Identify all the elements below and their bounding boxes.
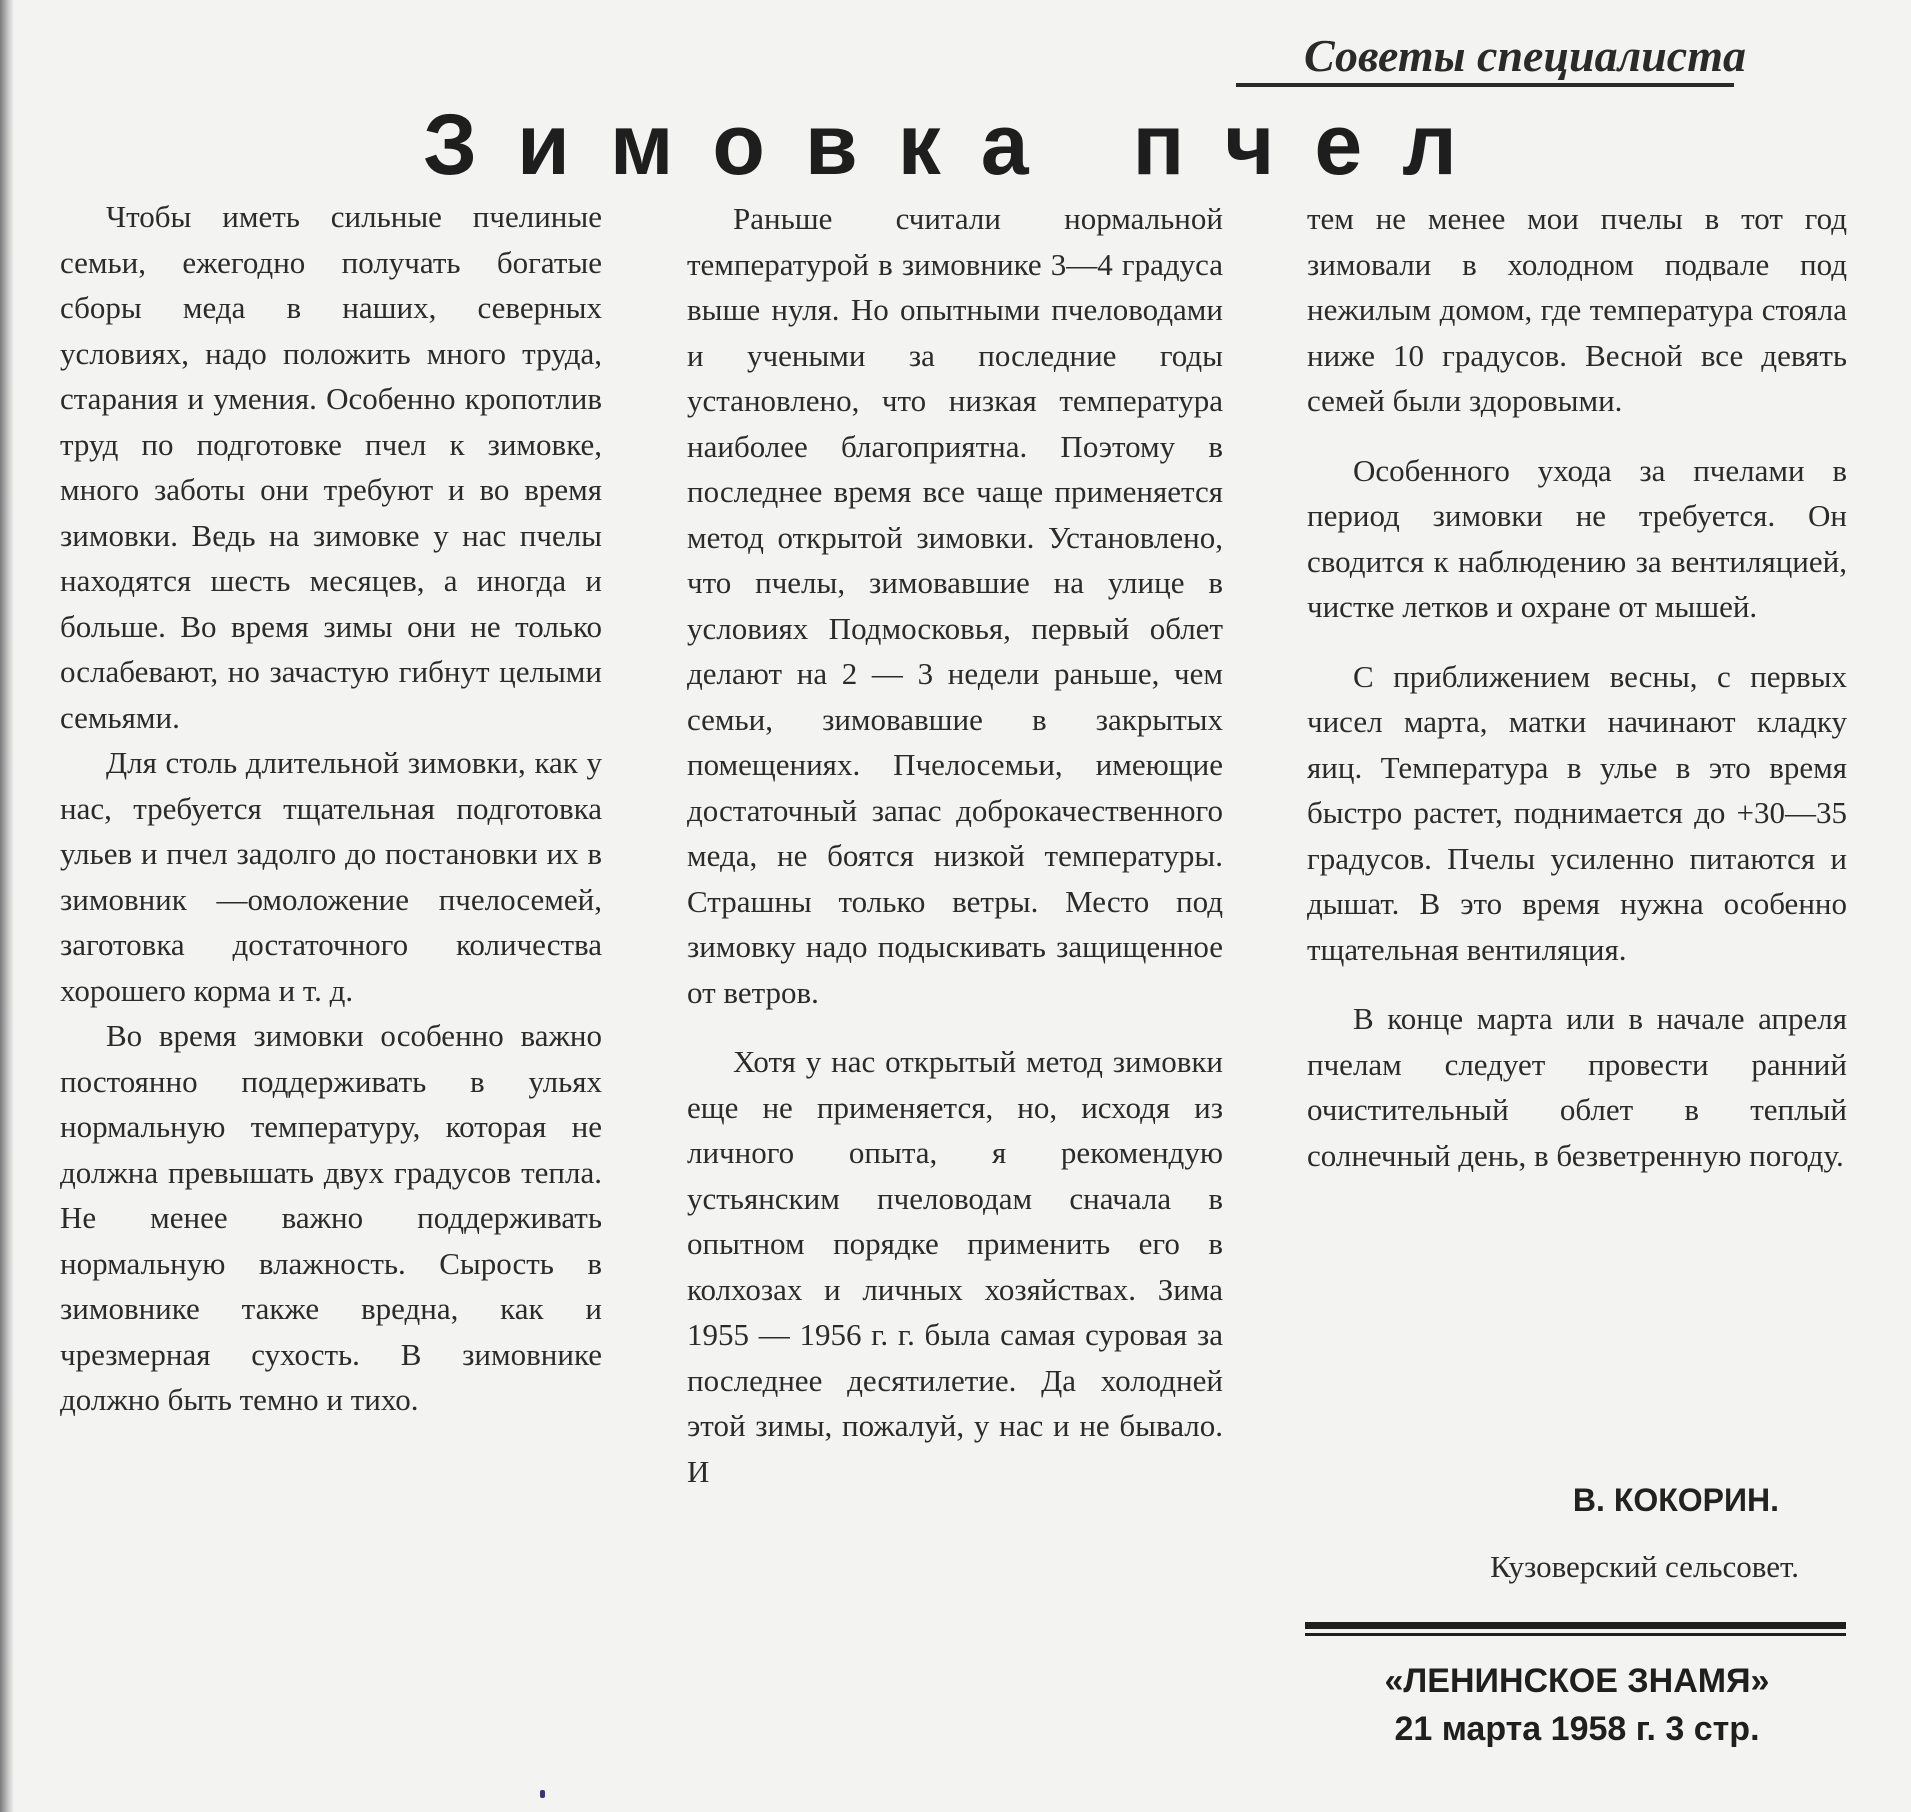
- rubric-label: Советы специалиста: [1304, 30, 1746, 81]
- scan-edge-shadow: [0, 0, 14, 1812]
- author-signature: В. КОКОРИН.: [1572, 1482, 1779, 1518]
- paragraph: С приближением весны, с первых чисел марта, матки начинают кладку яиц. Температура в улье в это время быстро растет, поднимается до +30—35 градусов. Пчелы усиленно питаются и дышат. В это время нужна особенно тщательная вентиляция.: [1307, 658, 1847, 967]
- paragraph: Во время зимовки особенно важно постоянно поддерживать в ульях нормальную температуру, которая не должна превышать двух градусов тепла. Не менее важно поддерживать нормальную влажность. Сырость в зимовнике также вредна, как и чрезмерная сухость. В зимовнике должно быть темно и тихо.: [60, 1018, 602, 1417]
- paragraph: тем не менее мои пчелы в тот год зимовали в холодном подвале под нежилым домом, где температура стояла ниже 10 градусов. Весной все девять семей были здоровыми.: [1307, 201, 1847, 418]
- paragraph: В конце марта или в начале апреля пчелам следует провести ранний очистительный облет в теплый солнечный день, в безветренную погоду.: [1307, 1001, 1847, 1173]
- source-newspaper: «ЛЕНИНСКОЕ ЗНАМЯ»: [1384, 1662, 1770, 1700]
- paragraph: Особенного ухода за пчелами в период зимовки не требуется. Он сводится к наблюдению за вентиляцией, чистке летков и охране от мышей.: [1307, 452, 1847, 624]
- paragraph: Для столь длительной зимовки, как у нас, требуется тщательная подготовка ульев и пчел задолго до постановки их в зимовник —омоложение пчелосемей, заготовка достаточного количества хорошего корма и т. д.: [60, 745, 602, 1008]
- author-location: Кузоверский сельсовет.: [1490, 1549, 1799, 1584]
- paragraph: Раньше считали нормальной температурой в зимовнике 3—4 градуса выше нуля. Но опытными пчеловодами и учеными за последние годы установлено, что низкая температура наиболее благоприятна. Поэтому в последнее время все чаще применяется метод открытой зимовки. Установлено, что пчелы, зимовавшие на улице в условиях Подмосковья, первый облет делают на 2 — 3 недели раньше, чем семьи, зимовавшие в закрытых помещениях. Пчелосемьи, имеющие достаточный запас доброкачественного меда, не боятся низкой температуры. Страшны только ветры. Место под зимовку надо подыскивать защищенное от ветров.: [687, 201, 1223, 1010]
- text-column-1: [60, 194, 602, 1423]
- double-rule-thin: [1305, 1633, 1846, 1636]
- source-date: 21 марта 1958 г. 3 стр.: [1394, 1710, 1760, 1748]
- text-column-2: [687, 196, 1223, 1494]
- paragraph: Чтобы иметь сильные пчелиные семьи, ежегодно получать богатые сборы меда в наших, северных условиях, надо положить много труда, старания и умения. Особенно кропотлив труд по подготовке пчел к зимовке, много заботы они требуют и во время зимовки. Ведь на зимовке у нас пчелы находятся шесть месяцев, а иногда и больше. Во время зимы они не только ослабевают, но зачастую гибнут целыми семьями.: [60, 199, 602, 735]
- double-rule-thick: [1305, 1622, 1846, 1629]
- text-column-3: [1307, 196, 1847, 1178]
- paragraph: Хотя у нас открытый метод зимовки еще не применяется, но, исходя из личного опыта, я рекомендую устьянским пчеловодам сначала в опытном порядке применить его в колхозах и личных хозяйствах. Зима 1955 — 1956 г. г. была самая суровая за последнее десятилетие. Да холодней этой зимы, пожалуй, у нас и не бывало. И: [687, 1044, 1223, 1489]
- ink-speck: [540, 1790, 545, 1798]
- article-title: Зимовка пчел: [423, 97, 1497, 193]
